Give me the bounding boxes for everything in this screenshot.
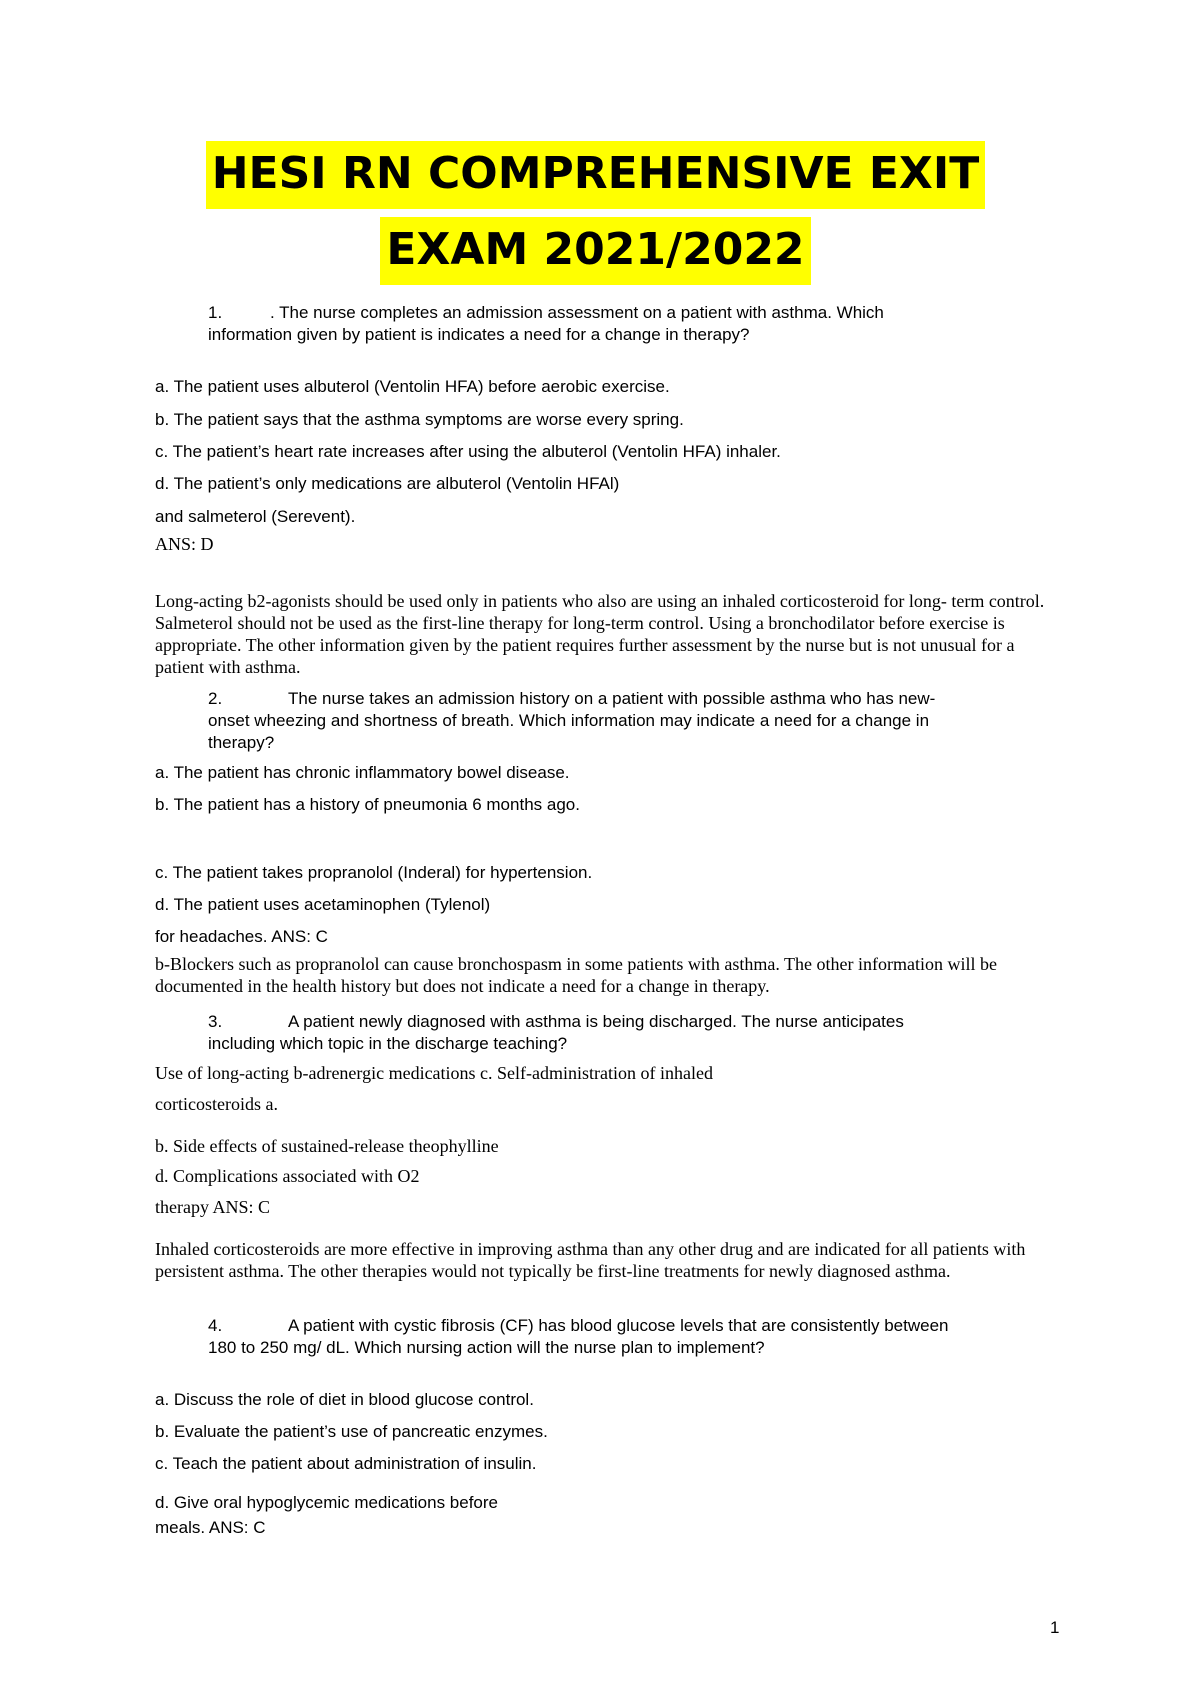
q1-option-b: b. The patient says that the asthma symptoms are worse every spring. <box>155 410 684 429</box>
q3-rationale: Inhaled corticosteroids are more effective in improving asthma than any other drug and are indicated for all patients with persistent asthma. The other therapies would not typically be first-line treatments for newly diagnosed asthma. <box>155 1239 1026 1281</box>
q2-option-b: b. The patient has a history of pneumonia 6 months ago. <box>155 795 580 814</box>
question-1 <box>208 302 968 346</box>
q1-rationale: Long-acting b2-agonists should be used only in patients who also are using an inhaled corticosteroid for long- term control. Salmeterol should not be used as the first-line therapy for long-term control. Using a bronchodilator before exercise is appropriate. The other information given by the patient requires further assessment by the nurse but is not unusual for a patient with asthma. <box>155 591 1045 677</box>
q3-line-2: corticosteroids a. <box>155 1094 278 1114</box>
q1-option-d-cont: and salmeterol (Serevent). <box>155 507 356 526</box>
q1-option-a: a. The patient uses albuterol (Ventolin HFA) before aerobic exercise. <box>155 377 670 396</box>
q3-option-d: d. Complications associated with O2 <box>155 1166 420 1186</box>
question-3 <box>208 1011 968 1055</box>
question-text: The nurse takes an admission history on a patient with possible asthma who has new-onset wheezing and shortness of breath. Which information may indicate a need for a change in therapy? <box>208 689 936 752</box>
question-4 <box>208 1315 968 1359</box>
q2-option-d-cont: for headaches. ANS: C <box>155 927 328 946</box>
q4-option-d-cont: meals. ANS: C <box>155 1518 266 1537</box>
q2-option-a: a. The patient has chronic inflammatory bowel disease. <box>155 763 570 782</box>
question-number: 3. <box>208 1012 223 1031</box>
q3-option-b: b. Side effects of sustained-release theophylline <box>155 1136 499 1156</box>
q3-line-1: Use of long-acting b-adrenergic medications c. Self-administration of inhaled <box>155 1063 713 1083</box>
q1-option-c: c. The patient’s heart rate increases after using the albuterol (Ventolin HFA) inhaler. <box>155 442 781 461</box>
q4-option-b: b. Evaluate the patient’s use of pancreatic enzymes. <box>155 1422 548 1441</box>
question-2 <box>208 688 968 754</box>
title-line-1: HESI RN COMPREHENSIVE EXIT <box>0 152 1191 196</box>
q1-option-d: d. The patient’s only medications are albuterol (Ventolin HFAl) <box>155 474 620 493</box>
q2-option-d: d. The patient uses acetaminophen (Tylenol) <box>155 895 491 914</box>
page-number: 1 <box>1050 1618 1060 1637</box>
title-line-2: EXAM 2021/2022 <box>0 228 1191 272</box>
question-number: 1. <box>208 303 223 322</box>
q4-option-a: a. Discuss the role of diet in blood glucose control. <box>155 1390 534 1409</box>
q2-option-c: c. The patient takes propranolol (Inderal) for hypertension. <box>155 863 593 882</box>
question-number: 2. <box>208 689 223 708</box>
question-number: 4. <box>208 1316 223 1335</box>
question-text: . The nurse completes an admission assessment on a patient with asthma. Which information given by patient is indicates a need for a change in therapy? <box>208 303 884 344</box>
question-text: A patient with cystic fibrosis (CF) has blood glucose levels that are consistently between 180 to 250 mg/ dL. Which nursing action will the nurse plan to implement? <box>208 1316 949 1357</box>
q4-option-c: c. Teach the patient about administration of insulin. <box>155 1454 537 1473</box>
q4-option-d: d. Give oral hypoglycemic medications before <box>155 1493 498 1512</box>
q3-option-d-cont: therapy ANS: C <box>155 1197 270 1217</box>
q2-rationale: b-Blockers such as propranolol can cause bronchospasm in some patients with asthma. The other information will be documented in the health history but does not indicate a need for a change in therapy. <box>155 954 997 996</box>
q1-answer: ANS: D <box>155 534 214 554</box>
question-text: A patient newly diagnosed with asthma is being discharged. The nurse anticipates including which topic in the discharge teaching? <box>208 1012 904 1053</box>
